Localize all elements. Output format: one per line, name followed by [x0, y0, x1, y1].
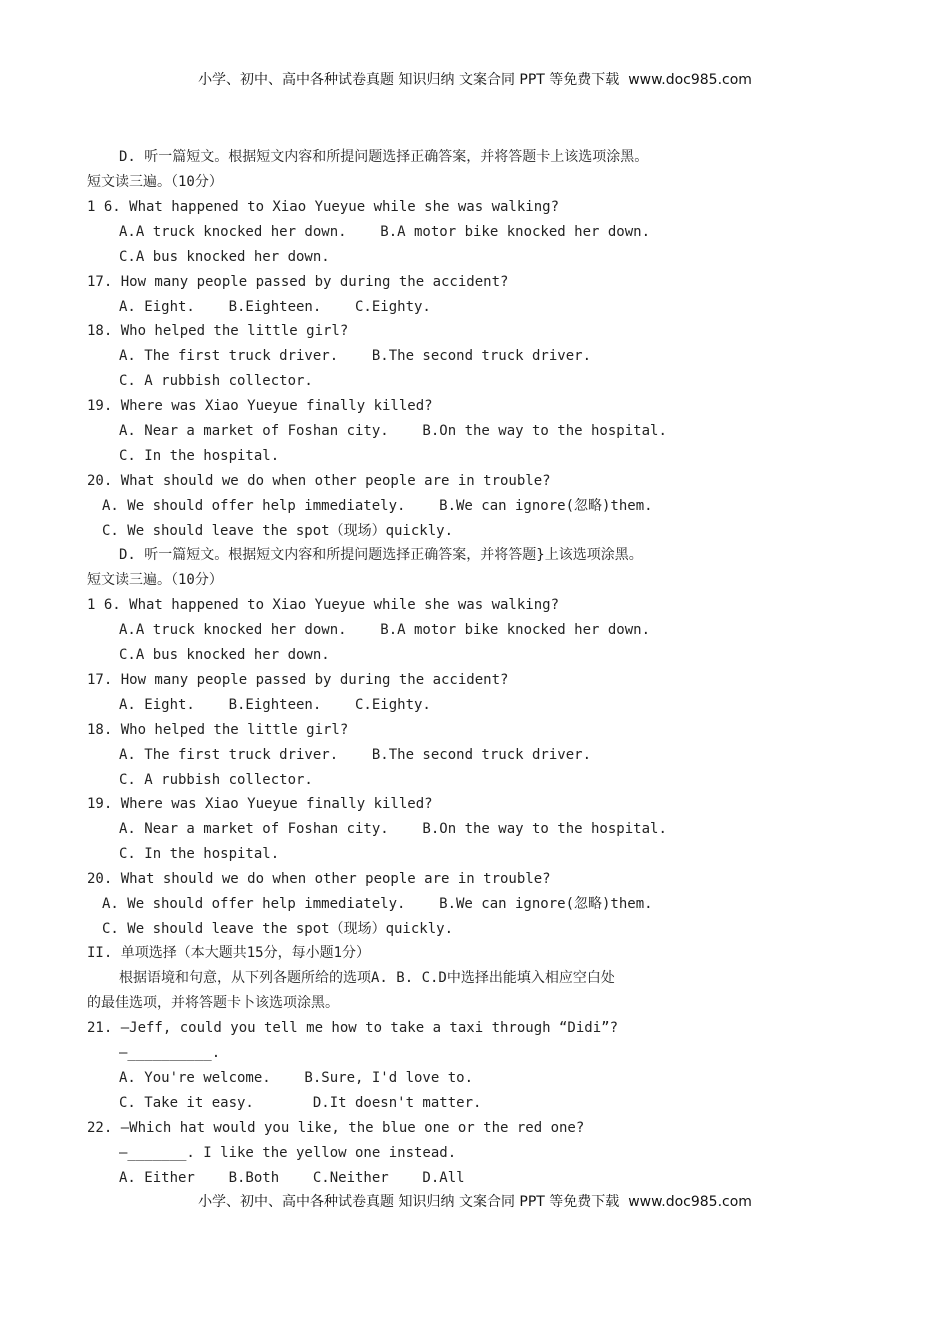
section-ii-instruction: 根据语境和句意，从下列各题所给的选项A. B. C.D中选择出能填入相应空白处 — [119, 970, 615, 986]
question-21-options-cd: C. Take it easy. D.It doesn't matter. — [119, 1095, 482, 1111]
question-18-options-ab: A. The first truck driver. B.The second truck driver. — [119, 348, 592, 364]
question-17-options: A. Eight. B.Eighteen. C.Eighty. — [119, 299, 431, 315]
section-d-heading: D. 听一篇短文。根据短文内容和所提问题选择正确答案，并将答题卡上该选项涂黑。 — [119, 149, 649, 165]
question-20: 20. What should we do when other people are in trouble? — [87, 871, 551, 887]
question-19-option-c: C. In the hospital. — [119, 448, 280, 464]
question-17-options: A. Eight. B.Eighteen. C.Eighty. — [119, 697, 431, 713]
question-17: 17. How many people passed by during the accident? — [87, 672, 509, 688]
question-19-option-c: C. In the hospital. — [119, 846, 280, 862]
question-18-option-c: C. A rubbish collector. — [119, 772, 313, 788]
question-18-options-ab: A. The first truck driver. B.The second truck driver. — [119, 747, 592, 763]
question-20-option-c: C. We should leave the spot（现场）quickly. — [102, 921, 454, 937]
question-20: 20. What should we do when other people are in trouble? — [87, 473, 551, 489]
question-16: 1 6. What happened to Xiao Yueyue while she was walking? — [87, 199, 560, 215]
question-18: 18. Who helped the little girl? — [87, 722, 349, 738]
section-d-heading: D. 听一篇短文。根据短文内容和所提问题选择正确答案，并将答题}上该选项涂黑。 — [119, 547, 643, 563]
question-20-options-ab: A. We should offer help immediately. B.We can ignore(忽略)them. — [102, 896, 653, 912]
question-20-option-c: C. We should leave the spot（现场）quickly. — [102, 523, 454, 539]
question-22-blank: —_______. I like the yellow one instead. — [119, 1145, 457, 1161]
question-19: 19. Where was Xiao Yueyue finally killed? — [87, 796, 433, 812]
section-d-instruction: 短文读三遍。（10分） — [87, 572, 223, 588]
question-21: 21. —Jeff, could you tell me how to take a taxi through “Didi”? — [87, 1020, 619, 1036]
page-footer: 小学、初中、高中各种试卷真题 知识归纳 文案合同 PPT 等免费下载 www.doc985.com — [198, 1194, 752, 1210]
question-17: 17. How many people passed by during the accident? — [87, 274, 509, 290]
section-d-instruction: 短文读三遍。（10分） — [87, 174, 223, 190]
question-18-option-c: C. A rubbish collector. — [119, 373, 313, 389]
question-19-options-ab: A. Near a market of Foshan city. B.On the way to the hospital. — [119, 423, 667, 439]
section-ii-heading: II. 单项选择（本大题共15分，每小题1分） — [87, 945, 370, 961]
question-21-options-ab: A. You're welcome. B.Sure, I'd love to. — [119, 1070, 474, 1086]
question-16: 1 6. What happened to Xiao Yueyue while she was walking? — [87, 597, 560, 613]
question-16-option-c: C.A bus knocked her down. — [119, 647, 330, 663]
question-16-options-ab: A.A truck knocked her down. B.A motor bike knocked her down. — [119, 622, 651, 638]
question-20-options-ab: A. We should offer help immediately. B.We can ignore(忽略)them. — [102, 498, 653, 514]
page-header: 小学、初中、高中各种试卷真题 知识归纳 文案合同 PPT 等免费下载 www.doc985.com — [198, 72, 752, 88]
question-22-options: A. Either B.Both C.Neither D.All — [119, 1170, 465, 1186]
question-21-blank: —__________. — [119, 1045, 221, 1061]
question-19-options-ab: A. Near a market of Foshan city. B.On the way to the hospital. — [119, 821, 667, 837]
question-19: 19. Where was Xiao Yueyue finally killed? — [87, 398, 433, 414]
question-16-options-ab: A.A truck knocked her down. B.A motor bike knocked her down. — [119, 224, 651, 240]
question-16-option-c: C.A bus knocked her down. — [119, 249, 330, 265]
section-ii-instruction-cont: 的最佳选项，并将答题卡卜该选项涂黑。 — [87, 995, 339, 1011]
question-22: 22. —Which hat would you like, the blue one or the red one? — [87, 1120, 585, 1136]
question-18: 18. Who helped the little girl? — [87, 323, 349, 339]
